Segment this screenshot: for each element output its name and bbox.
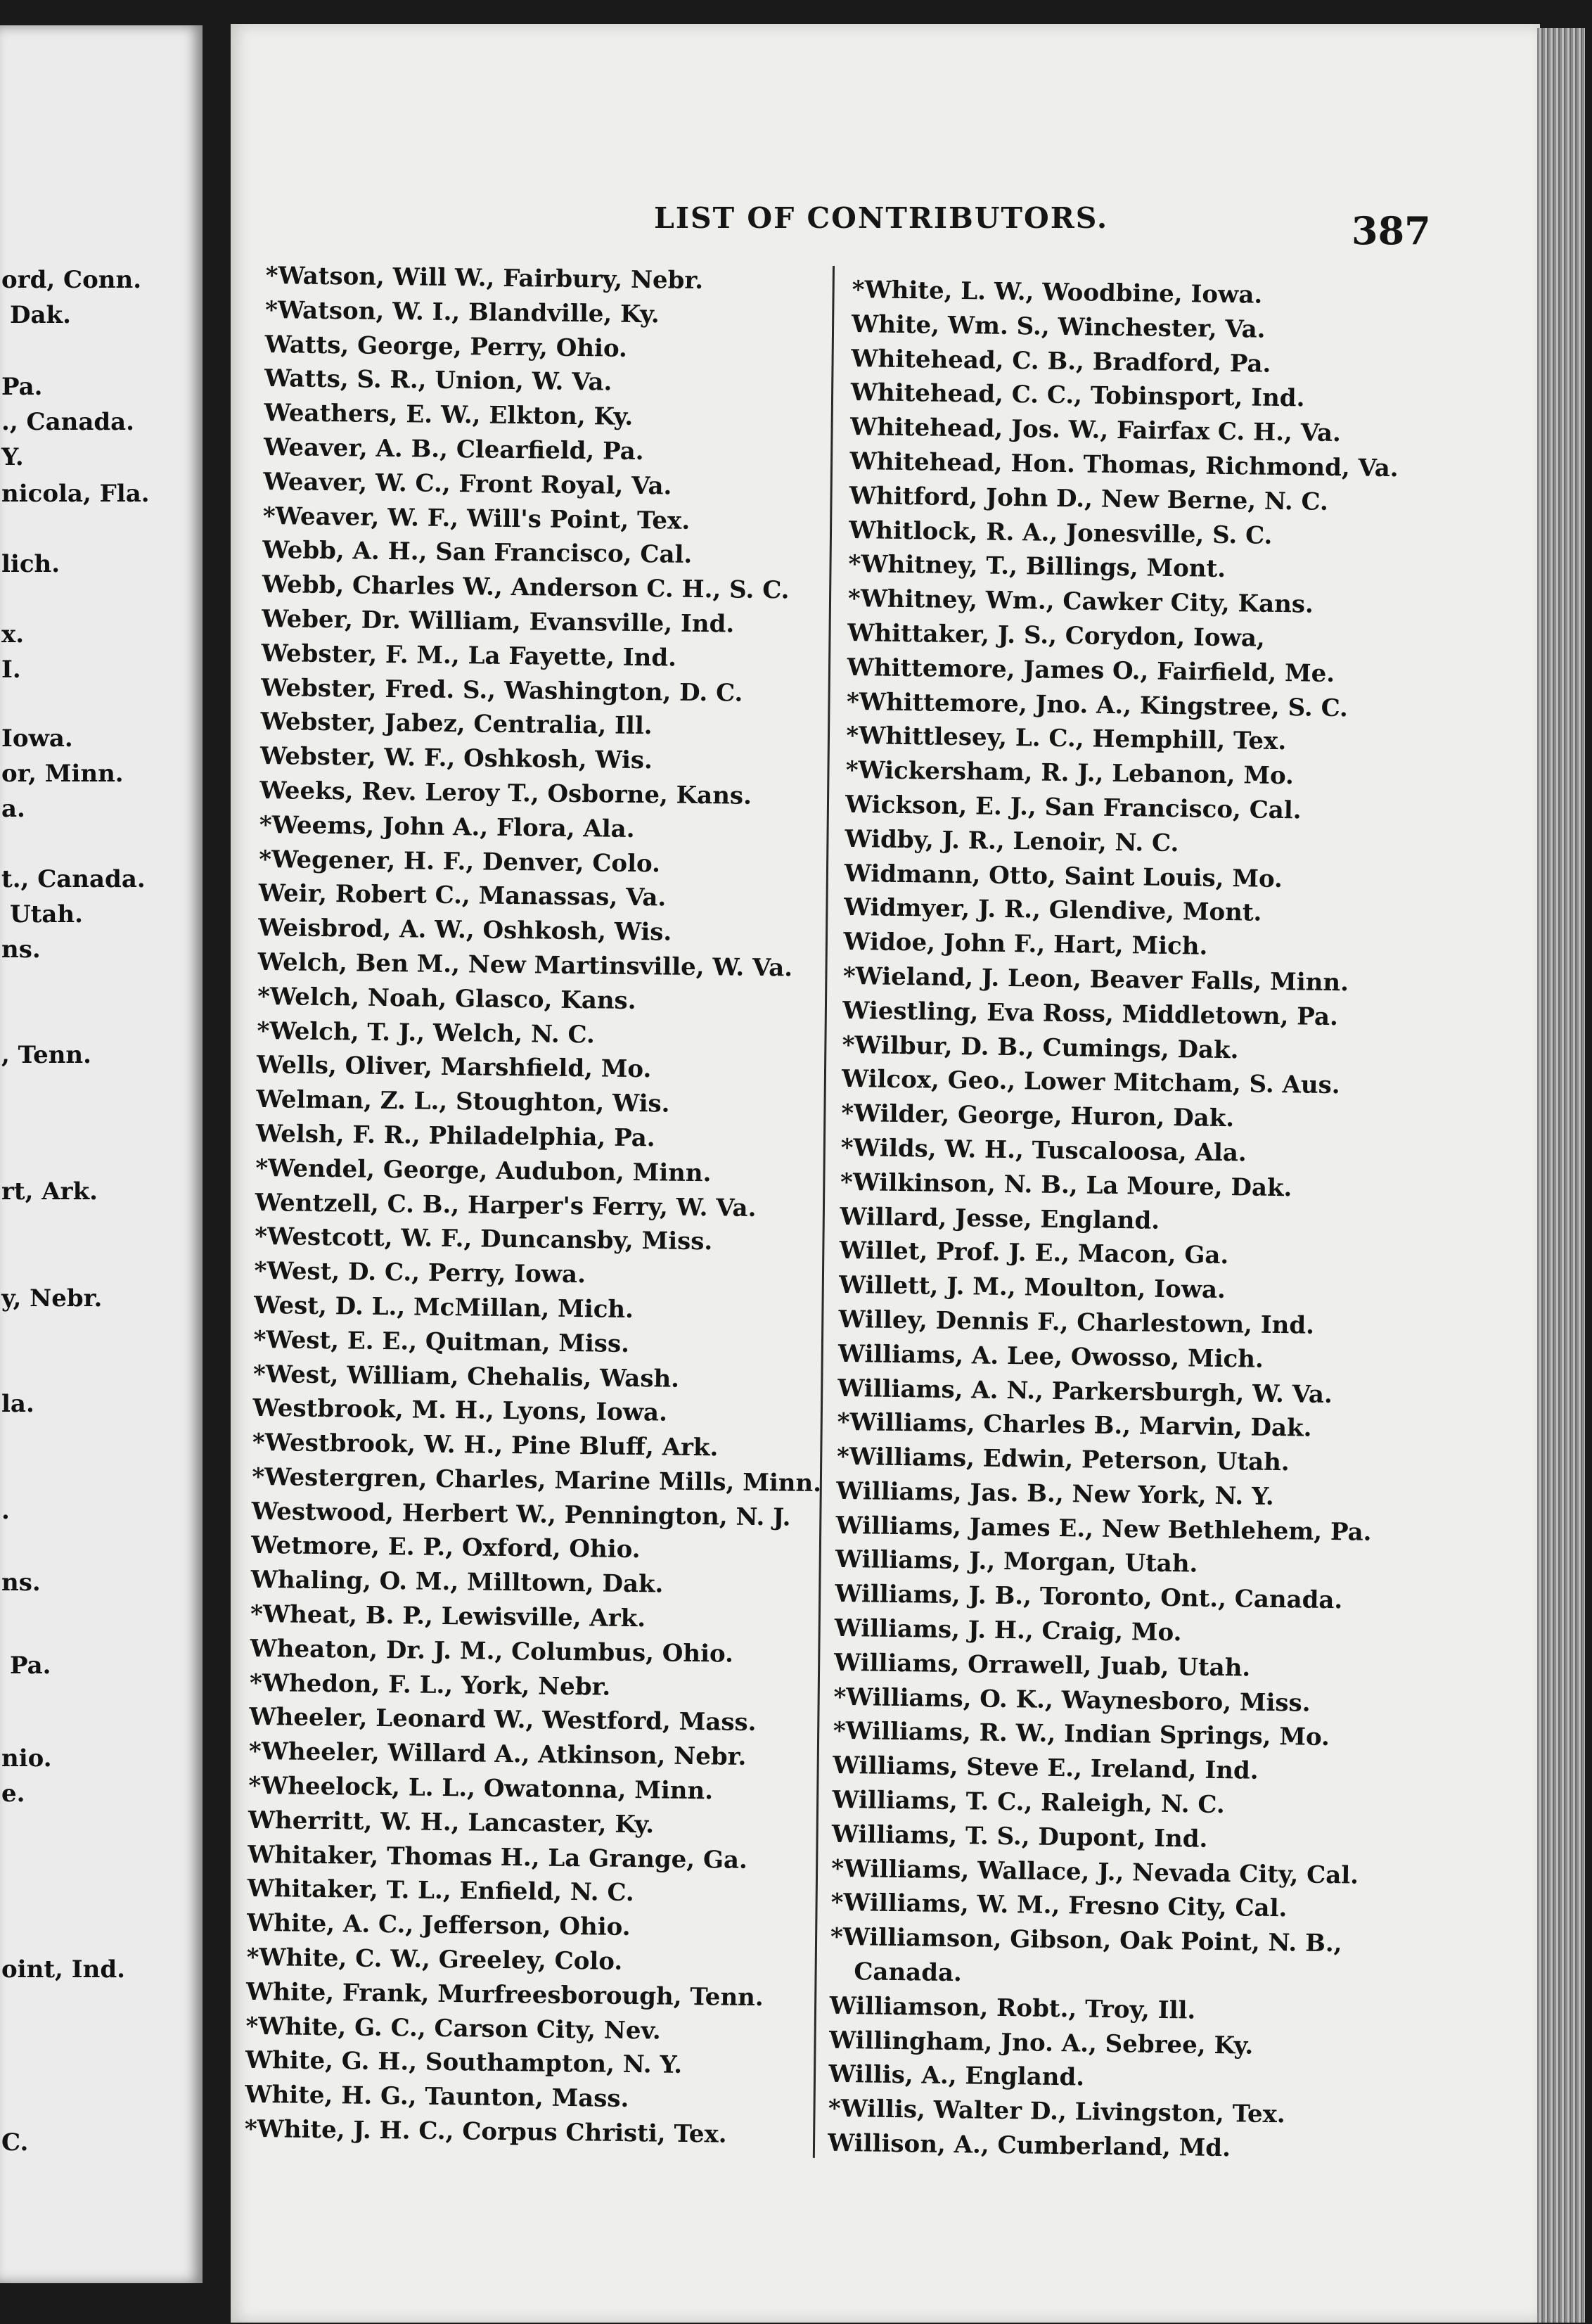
contributor-entry: *West, William, Chehalis, Wash.: [252, 1360, 680, 1393]
facing-page-line: oint, Ind.: [1, 1955, 125, 1984]
contributor-entry: Weeks, Rev. Leroy T., Osborne, Kans.: [259, 776, 752, 810]
contributor-entry: Westwood, Herbert W., Pennington, N. J.: [251, 1497, 791, 1532]
facing-page-line: .: [1, 1497, 10, 1525]
contributor-entry: Widmyer, J. R., Glendive, Mont.: [843, 893, 1262, 928]
facing-page-line: Iowa.: [1, 724, 73, 753]
contributor-entry: Whitehead, Hon. Thomas, Richmond, Va.: [849, 447, 1399, 483]
contributor-entry: Weaver, W. C., Front Royal, Va.: [263, 467, 672, 501]
contributor-entry: Whitehead, C. B., Bradford, Pa.: [851, 344, 1271, 378]
contributor-entry: Willet, Prof. J. E., Macon, Ga.: [839, 1237, 1229, 1270]
contributor-entry: Whitaker, Thomas H., La Grange, Ga.: [248, 1840, 748, 1875]
contributor-entry: *Wheeler, Willard A., Atkinson, Nebr.: [248, 1737, 747, 1772]
contributor-entry: Weir, Robert C., Manassas, Va.: [258, 879, 667, 912]
contributor-entry: Canada.: [854, 1958, 963, 1988]
facing-page-line: Utah.: [10, 900, 83, 928]
contributor-entry: Whaling, O. M., Milltown, Dak.: [250, 1566, 664, 1599]
contributor-entry: *Whittlesey, L. C., Hemphill, Tex.: [846, 722, 1287, 756]
contributor-entry: Webster, W. F., Oshkosh, Wis.: [259, 742, 653, 775]
facing-page-line: e.: [1, 1780, 25, 1808]
contributor-entry: Willett, J. M., Moulton, Iowa.: [838, 1270, 1226, 1305]
contributor-entry: *White, J. H. C., Corpus Christi, Tex.: [244, 2114, 727, 2149]
facing-page-line: C.: [1, 2128, 29, 2157]
page-stack-edge: [1537, 28, 1585, 2323]
facing-page-fragment: [0, 25, 203, 2283]
facing-page-line: nicola, Fla.: [1, 480, 150, 508]
contributor-entry: Willingham, Jno. A., Sebree, Ky.: [828, 2026, 1254, 2060]
facing-page-line: la.: [1, 1390, 34, 1418]
contributor-entry: White, A. C., Jefferson, Ohio.: [246, 1909, 631, 1942]
contributor-entry: *Williams, Edwin, Peterson, Utah.: [836, 1442, 1290, 1477]
contributor-entry: Williamson, Robt., Troy, Ill.: [829, 1991, 1196, 2025]
contributor-entry: Webster, Fred. S., Washington, D. C.: [260, 673, 743, 708]
contributor-entry: Whittaker, J. S., Corydon, Iowa,: [847, 618, 1266, 653]
facing-page-line: , Tenn.: [1, 1041, 91, 1069]
contributor-entry: *Weems, John A., Flora, Ala.: [259, 810, 635, 843]
contributor-entry: *Welch, T. J., Welch, N. C.: [257, 1016, 596, 1049]
facing-page-line: Y.: [1, 443, 24, 471]
contributor-entry: Wilcox, Geo., Lower Mitcham, S. Aus.: [841, 1065, 1340, 1100]
contributor-entry: *Wheelock, L. L., Owatonna, Minn.: [248, 1771, 714, 1806]
contributor-entry: *Wilds, W. H., Tuscaloosa, Ala.: [840, 1133, 1247, 1168]
contributor-entry: *Westergren, Charles, Marine Mills, Minn.: [252, 1462, 822, 1498]
contributor-entry: White, Frank, Murfreesborough, Tenn.: [245, 1977, 764, 2012]
contributor-entry: *Wickersham, R. J., Lebanon, Mo.: [845, 756, 1295, 791]
contributor-entry: White, Wm. S., Winchester, Va.: [851, 309, 1266, 344]
contributor-entry: Willard, Jesse, England.: [840, 1202, 1160, 1235]
facing-page-line: lich.: [1, 550, 60, 578]
contributors-column-right: [828, 273, 1401, 2168]
facing-page-line: Pa.: [1, 373, 43, 401]
contributor-entry: *Welch, Noah, Glasco, Kans.: [257, 982, 636, 1015]
contributor-entry: Williams, Jas. B., New York, N. Y.: [836, 1476, 1275, 1511]
contributor-entry: *Watson, Will W., Fairbury, Nebr.: [265, 261, 704, 295]
facing-page-line: ns.: [1, 936, 41, 964]
contributor-entry: Williams, T. S., Dupont, Ind.: [831, 1820, 1208, 1853]
contributor-entry: Westbrook, M. H., Lyons, Iowa.: [252, 1394, 668, 1427]
contributor-entry: Wiestling, Eva Ross, Middletown, Pa.: [842, 996, 1339, 1031]
contributor-entry: *Williams, O. K., Waynesboro, Miss.: [833, 1683, 1311, 1718]
contributor-entry: Williams, T. C., Raleigh, N. C.: [832, 1785, 1226, 1820]
contributor-entry: Watts, S. R., Union, W. Va.: [264, 364, 612, 397]
contributor-entry: Webb, Charles W., Anderson C. H., S. C.: [262, 570, 790, 605]
contributor-entry: *Watson, W. I., Blandville, Ky.: [264, 295, 660, 329]
contributor-entry: Watts, George, Perry, Ohio.: [264, 330, 628, 363]
contributor-entry: *Williamson, Gibson, Oak Point, N. B.,: [830, 1923, 1342, 1958]
contributor-entry: Welsh, F. R., Philadelphia, Pa.: [255, 1119, 655, 1153]
contributor-entry: *Williams, Charles B., Marvin, Dak.: [837, 1408, 1312, 1443]
contributor-entry: Wherritt, W. H., Lancaster, Ky.: [248, 1806, 655, 1839]
contributor-entry: *Wendel, George, Audubon, Minn.: [255, 1154, 712, 1187]
contributor-entry: Wheaton, Dr. J. M., Columbus, Ohio.: [250, 1634, 734, 1668]
contributor-entry: Williams, J. H., Craig, Mo.: [834, 1614, 1182, 1647]
contributor-entry: White, H. G., Taunton, Mass.: [245, 2081, 629, 2114]
contributor-entry: Williams, J., Morgan, Utah.: [835, 1545, 1198, 1579]
facing-page-line: Dak.: [10, 301, 71, 329]
facing-page-line: ns.: [1, 1569, 41, 1597]
contributor-entry: *White, G. C., Carson City, Nev.: [245, 2012, 661, 2045]
contributor-entry: Welman, Z. L., Stoughton, Wis.: [256, 1085, 670, 1118]
facing-page-line: ., Canada.: [1, 408, 134, 436]
contributor-entry: Whitehead, Jos. W., Fairfax C. H., Va.: [849, 413, 1342, 448]
contributor-entry: Willison, A., Cumberland, Md.: [827, 2128, 1231, 2163]
contributor-entry: *Wheat, B. P., Lewisville, Ark.: [250, 1600, 646, 1633]
contributor-entry: *Westcott, W. F., Duncansby, Miss.: [255, 1222, 713, 1256]
contributor-entry: Williams, A. N., Parkersburgh, W. Va.: [837, 1374, 1333, 1409]
facing-page-line: rt, Ark.: [1, 1177, 98, 1206]
contributor-entry: *Williams, Wallace, J., Nevada City, Cal.: [831, 1854, 1359, 1890]
contributor-entry: *Whitney, Wm., Cawker City, Kans.: [847, 585, 1314, 619]
contributor-entry: Weisbrod, A. W., Oshkosh, Wis.: [257, 914, 672, 947]
contributor-entry: *Williams, W. M., Fresno City, Cal.: [830, 1889, 1288, 1923]
contributor-entry: Weathers, E. W., Elkton, Ky.: [264, 399, 634, 432]
contributor-entry: Willey, Dennis F., Charlestown, Ind.: [838, 1305, 1315, 1340]
contributors-column-left: [245, 259, 835, 2153]
contributor-entry: *Wieland, J. Leon, Beaver Falls, Minn.: [842, 962, 1349, 997]
facing-page-line: or, Minn.: [1, 760, 124, 788]
contributor-entry: *Westbrook, W. H., Pine Bluff, Ark.: [252, 1428, 719, 1462]
contributor-entry: *Wilder, George, Huron, Dak.: [841, 1099, 1235, 1133]
contributor-entry: *Willis, Walter D., Livingston, Tex.: [828, 2095, 1285, 2129]
contributor-entry: Weaver, A. B., Clearfield, Pa.: [263, 433, 644, 466]
contributor-entry: Whitaker, T. L., Enfield, N. C.: [247, 1875, 634, 1908]
contributor-entry: *Whitney, T., Billings, Mont.: [848, 550, 1226, 584]
facing-page-line: I.: [1, 656, 21, 684]
contributor-entry: Webster, Jabez, Centralia, Ill.: [260, 708, 653, 741]
contributor-entry: Wetmore, E. P., Oxford, Ohio.: [251, 1531, 641, 1564]
page-number: 387: [1352, 208, 1431, 253]
facing-page-line: x.: [1, 620, 25, 649]
facing-page-line: y, Nebr.: [1, 1284, 103, 1313]
contributor-entry: Williams, Orrawell, Juab, Utah.: [833, 1648, 1251, 1683]
contributor-entry: *White, L. W., Woodbine, Iowa.: [852, 275, 1263, 309]
contributor-entry: Wells, Oliver, Marshfield, Mo.: [256, 1051, 652, 1084]
facing-page-line: a.: [1, 795, 25, 823]
contributor-entry: Whitlock, R. A., Jonesville, S. C.: [848, 516, 1273, 550]
contributor-entry: *Williams, R. W., Indian Springs, Mo.: [833, 1717, 1330, 1752]
contributor-entry: *Wilkinson, N. B., La Moure, Dak.: [840, 1168, 1292, 1203]
contributor-entry: *West, E. E., Quitman, Miss.: [253, 1325, 630, 1358]
contributor-entry: Williams, J. B., Toronto, Ont., Canada.: [835, 1580, 1343, 1615]
contributor-entry: Welch, Ben M., New Martinsville, W. Va.: [257, 947, 793, 983]
contributor-entry: White, G. H., Southampton, N. Y.: [245, 2046, 683, 2080]
contributor-entry: *Weaver, W. F., Will's Point, Tex.: [262, 502, 691, 535]
contributor-entry: West, D. L., McMillan, Mich.: [253, 1291, 634, 1324]
contributor-entry: Whitehead, C. C., Tobinsport, Ind.: [850, 378, 1305, 413]
contributor-entry: *Wegener, H. F., Denver, Colo.: [259, 845, 661, 878]
page-title: LIST OF CONTRIBUTORS.: [654, 201, 1109, 235]
contributor-entry: *Wilbur, D. B., Cumings, Dak.: [842, 1030, 1239, 1064]
contributor-entry: Williams, Steve E., Ireland, Ind.: [832, 1751, 1259, 1786]
contributor-entry: Widoe, John F., Hart, Mich.: [843, 928, 1208, 961]
contributor-entry: Webb, A. H., San Francisco, Cal.: [262, 536, 693, 570]
contributor-entry: *Whedon, F. L., York, Nebr.: [249, 1668, 611, 1702]
contributor-entry: *West, D. C., Perry, Iowa.: [254, 1257, 586, 1289]
facing-page-line: Pa.: [10, 1652, 51, 1680]
contributor-entry: *Whittemore, Jno. A., Kingstree, S. C.: [846, 687, 1349, 722]
facing-page-line: t., Canada.: [1, 865, 146, 893]
contributor-entry: Wheeler, Leonard W., Westford, Mass.: [249, 1703, 757, 1737]
contributor-entry: Webster, F. M., La Fayette, Ind.: [261, 639, 677, 672]
facing-page-line: nio.: [1, 1744, 52, 1773]
contributor-entry: Wickson, E. J., San Francisco, Cal.: [845, 790, 1302, 825]
contributor-entry: Whittemore, James O., Fairfield, Me.: [847, 653, 1335, 688]
contributor-entry: Widby, J. R., Lenoir, N. C.: [845, 824, 1179, 857]
contributor-entry: Whitford, John D., New Berne, N. C.: [849, 481, 1329, 516]
contributor-entry: Williams, A. Lee, Owosso, Mich.: [837, 1339, 1264, 1374]
contributor-entry: Willis, A., England.: [828, 2060, 1085, 2092]
contributor-entry: Williams, James E., New Bethlehem, Pa.: [835, 1511, 1372, 1547]
contributor-entry: Widmann, Otto, Saint Louis, Mo.: [844, 859, 1283, 893]
contributor-entry: Wentzell, C. B., Harper's Ferry, W. Va.: [255, 1188, 757, 1222]
contributor-entry: *White, C. W., Greeley, Colo.: [246, 1943, 623, 1976]
contributor-entry: Weber, Dr. William, Evansville, Ind.: [261, 604, 735, 639]
facing-page-line: ord, Conn.: [1, 266, 142, 294]
